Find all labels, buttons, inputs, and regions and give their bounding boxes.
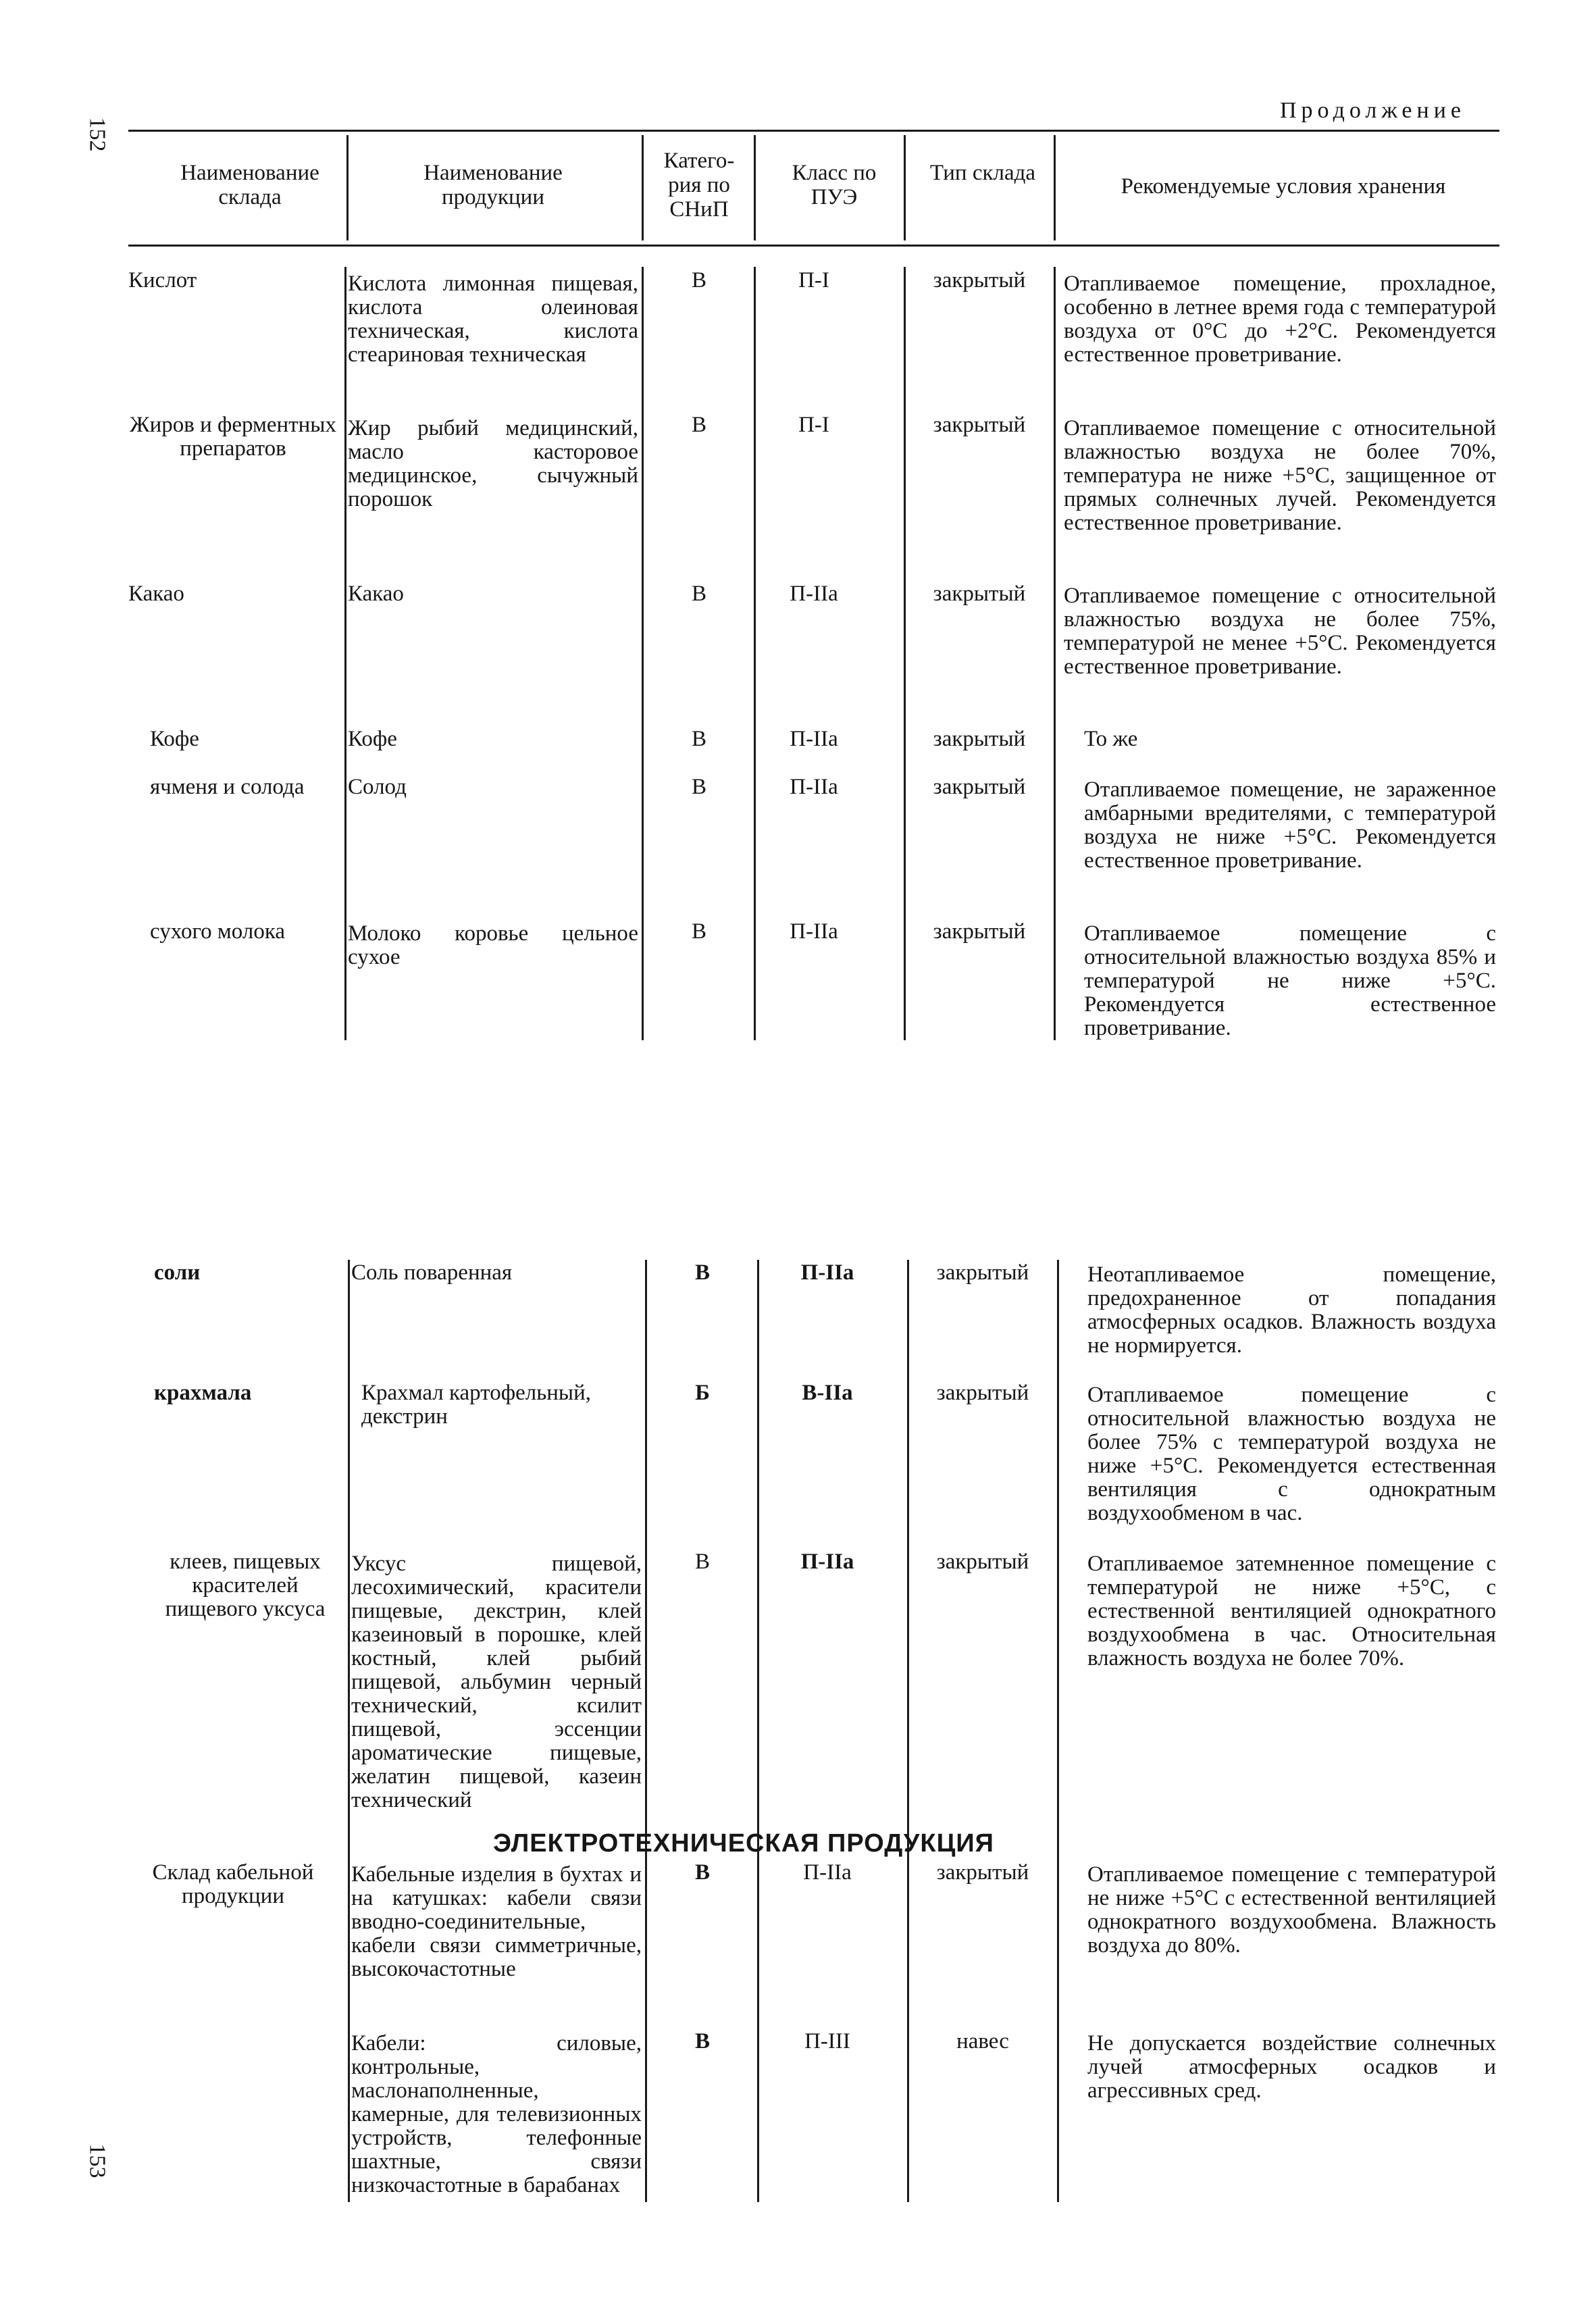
header-divider — [642, 135, 644, 240]
cell-category: В — [691, 268, 706, 292]
cell-type: закрытый — [933, 582, 1026, 606]
cell-conditions: Отапливаемое помещение с температурой не ниже +5°С с естественной вентиляцией однократного воздухообмена. Влажность воздуха до 80%. — [1087, 1862, 1496, 1958]
cell-warehouse: Склад кабельной продукции — [152, 1860, 314, 1908]
header-type: Тип склада — [929, 161, 1036, 185]
cell-category: Б — [695, 1381, 710, 1405]
cell-product: Жир рыбий медицинский, масло касторовое медицинское, сычужный порошок — [348, 416, 638, 511]
page-number-bottom: 153 — [84, 2143, 110, 2178]
cell-type: закрытый — [933, 413, 1026, 437]
cell-type: закрытый — [933, 268, 1026, 292]
cell-class: П-III — [804, 2029, 850, 2053]
cell-class: П-IIa — [790, 775, 838, 799]
cell-conditions: Отапливаемое помещение с относительной влажностью воздуха не более 70%, температура не ниже +5°С, защищенное от прямых солнечных лучей. Рекомендуется естественное проветривание. — [1064, 416, 1496, 535]
cell-type: закрытый — [936, 1550, 1029, 1574]
cell-type: закрытый — [933, 775, 1026, 799]
cell-category: В — [694, 1860, 710, 1885]
cell-category: В — [694, 1550, 710, 1574]
cell-warehouse: Жиров и ферментных препаратов — [130, 413, 336, 461]
cell-warehouse: сухого молока — [150, 919, 286, 944]
cell-type: навес — [956, 2029, 1009, 2053]
header-divider — [754, 135, 756, 240]
cell-type: закрытый — [936, 1860, 1029, 1885]
cell-class: П-IIa — [790, 727, 838, 751]
cell-class: П-IIa — [800, 1260, 854, 1285]
cell-class: П-I — [798, 413, 829, 437]
cell-conditions: Отапливаемое помещение с относительной влажностью воздуха не более 75%, температурой не менее +5°С. Рекомендуется естественное проветривание. — [1064, 584, 1496, 679]
cell-class: П-IIa — [800, 1550, 854, 1574]
column-divider — [642, 267, 644, 1040]
cell-warehouse: Кислот — [128, 268, 197, 292]
cell-product: Соль поваренная — [351, 1260, 513, 1285]
column-divider — [1054, 267, 1056, 1040]
cell-warehouse: клеев, пищевых красителей пищевого уксуса — [165, 1550, 326, 1621]
cell-conditions: Отапливаемое затемненное помещение с температурой не ниже +5°С, с естественной вентиляцией однократного воздухообмена в час. Относительная влажность воздуха не более 70%. — [1087, 1552, 1496, 1670]
cell-warehouse: Кофе — [150, 727, 199, 751]
cell-warehouse: Какао — [128, 582, 184, 606]
continuation-label: Продолжение — [1280, 98, 1466, 123]
column-divider — [904, 267, 906, 1040]
cell-product: Крахмал картофельный, декстрин — [361, 1381, 591, 1429]
cell-category: В — [694, 2029, 710, 2053]
cell-type: закрытый — [933, 919, 1026, 944]
header-product: Наименование продукции — [423, 161, 563, 209]
cell-class: П-IIa — [790, 919, 838, 944]
cell-type: закрытый — [936, 1381, 1029, 1405]
cell-class: П-IIa — [790, 582, 838, 606]
header-divider — [1054, 135, 1056, 240]
header-conditions: Рекомендуемые условия хранения — [1121, 174, 1446, 199]
column-divider — [907, 1260, 909, 2202]
cell-conditions: Отапливаемое помещение с относительной влажностью воздуха 85% и температурой не ниже +5°С. Рекомендуется естественное проветривание. — [1084, 921, 1496, 1040]
cell-conditions: Отапливаемое помещение, не зараженное амбарными вредителями, с температурой воздуха не ниже +5°С. Рекомендуется естественное проветривание. — [1084, 777, 1496, 873]
header-divider — [346, 135, 349, 240]
cell-class: П-I — [798, 268, 829, 292]
column-divider — [348, 1260, 350, 2202]
cell-category: В — [691, 775, 706, 799]
column-divider — [757, 1260, 759, 2202]
cell-conditions: Не допускается воздействие солнечных лучей атмосферных осадков и агрессивных сред. — [1087, 2031, 1496, 2103]
cell-warehouse: ячменя и солода — [150, 775, 305, 799]
cell-warehouse: соли — [154, 1260, 201, 1285]
cell-category: В — [691, 582, 706, 606]
cell-product: Молоко коровье цельное сухое — [348, 921, 638, 969]
cell-product: Какао — [348, 582, 404, 606]
cell-conditions: Отапливаемое помещение с относительной влажностью воздуха не более 75% с температурой воздуха не ниже +5°С. Рекомендуется естественная вентиляция с однократным воздухообменом в час. — [1087, 1383, 1496, 1525]
header-warehouse: Наименование склада — [180, 161, 319, 209]
cell-category: В — [691, 727, 706, 751]
cell-product: Кабели: силовые, контрольные, маслонаполненные, камерные, для телевизионных устройств, телефонные шахтные, связи низкочастотные в барабанах — [351, 2031, 642, 2197]
cell-class: В-IIa — [802, 1381, 853, 1405]
cell-category: В — [691, 413, 706, 437]
header-top-rule — [128, 130, 1499, 132]
cell-product: Кабельные изделия в бухтах и на катушках: кабели связи вводно-соединительные, кабели связи симметричные, высокочастотные — [351, 1862, 642, 1981]
cell-product: Уксус пищевой, лесохимический, красители пищевые, декстрин, клей казеиновый в порошке, клей костный, клей рыбий пищевой, альбумин черный технический, ксилит пищевой, эссенции ароматические пищевые, желатин пищевой, казеин технический — [351, 1552, 642, 1812]
cell-category: В — [694, 1260, 710, 1285]
cell-warehouse: крахмала — [154, 1381, 252, 1405]
page-number-top: 152 — [84, 117, 110, 152]
cell-class: П-IIa — [803, 1860, 852, 1885]
header-class: Класс по ПУЭ — [792, 161, 877, 209]
cell-type: закрытый — [933, 727, 1026, 751]
cell-product: Кислота лимонная пищевая, кислота олеиновая техническая, кислота стеариновая техническая — [348, 272, 638, 367]
header-divider — [904, 135, 906, 240]
column-divider — [754, 267, 756, 1040]
cell-conditions: Неотапливаемое помещение, предохраненное от попадания атмосферных осадков. Влажность воздуха не нормируется. — [1087, 1262, 1496, 1358]
column-divider — [1057, 1260, 1059, 2202]
column-divider — [645, 1260, 647, 2202]
header-category: Катего-рия по СНиП — [663, 149, 735, 222]
cell-conditions: Отапливаемое помещение, прохладное, особенно в летнее время года с температурой воздуха от 0°С до +2°С. Рекомендуется естественное проветривание. — [1064, 272, 1496, 367]
section-title: ЭЛЕКТРОТЕХНИЧЕСКАЯ ПРОДУКЦИЯ — [493, 1829, 994, 1858]
cell-product: Кофе — [348, 727, 397, 751]
cell-category: В — [691, 919, 706, 944]
cell-type: закрытый — [936, 1260, 1029, 1285]
cell-product: Солод — [348, 775, 407, 799]
header-bottom-rule — [128, 245, 1499, 247]
cell-conditions: То же — [1084, 727, 1138, 751]
